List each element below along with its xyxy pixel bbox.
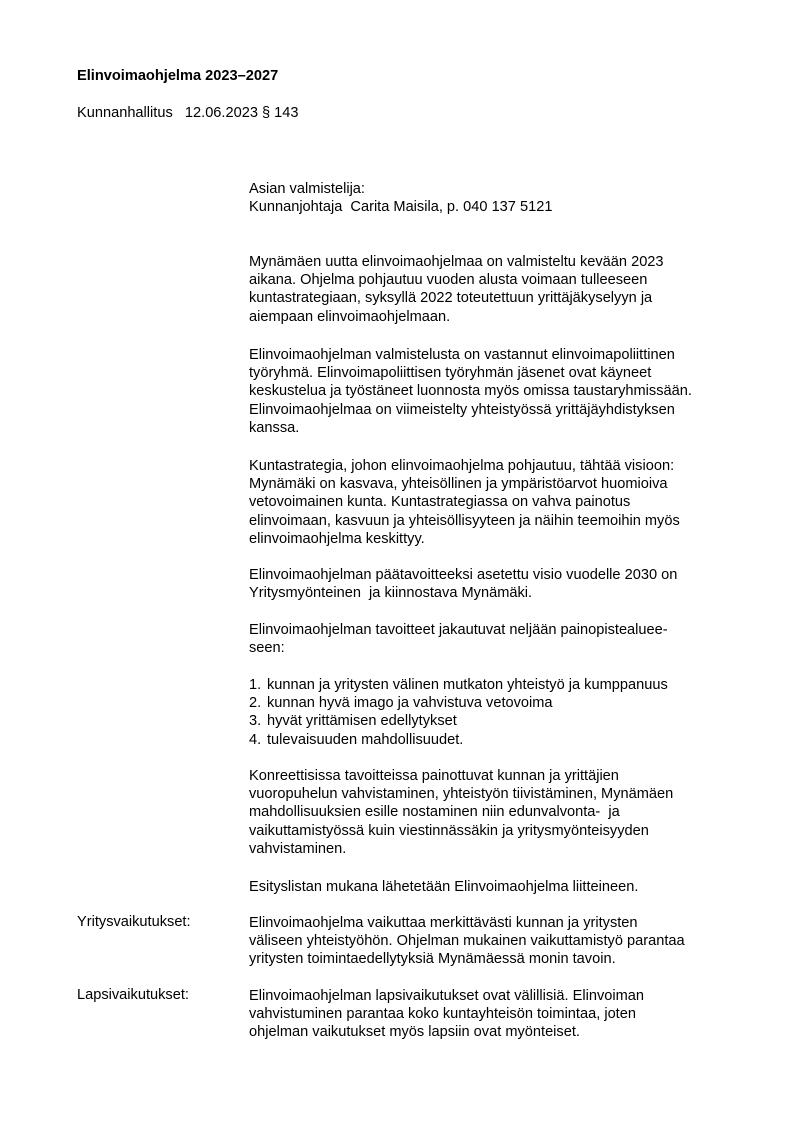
- text-line: vetovoimainen kunta. Kuntastrategiassa on vahva painotus: [249, 494, 631, 511]
- text-line: Mynämäki on kasvava, yhteisöllinen ja ympäristöarvot huomioiva: [249, 476, 668, 493]
- list-text: kunnan hyvä imago ja vahvistuva vetovoima: [267, 695, 553, 712]
- text-line: seen:: [249, 640, 285, 657]
- text-line: Elinvoimaohjelmaa on viimeistelty yhteistyössä yrittäjäyhdistyksen: [249, 401, 675, 418]
- text-line: työryhmä. Elinvoimapoliittisen työryhmän jäsenet ovat käyneet: [249, 365, 652, 382]
- text-line: Yritysmyönteinen ja kiinnostava Mynämäki.: [249, 585, 533, 602]
- list-number: 4.: [249, 731, 262, 748]
- preparer-block: [249, 180, 749, 216]
- text-line: elinvoimaohjelma keskittyy.: [249, 530, 425, 547]
- paragraph-4: [249, 566, 749, 602]
- document-title: Elinvoimaohjelma 2023–2027: [77, 68, 279, 84]
- text-line: Elinvoimaohjelman päätavoitteeksi asetettu visio vuodelle 2030 on: [249, 567, 678, 583]
- list-item: [249, 676, 749, 694]
- impact-text-children: [249, 987, 749, 1042]
- text-line: mahdollisuuksien esille nostaminen niin edunvalvonta- ja: [249, 804, 620, 821]
- text-line: vahvistuminen parantaa koko kuntayhteisön toimintaa, joten: [249, 1006, 636, 1023]
- text-line: aikana. Ohjelma pohjautuu vuoden alusta voimaan tulleeseen: [249, 272, 648, 289]
- list-text: tulevaisuuden mahdollisuudet.: [267, 731, 464, 748]
- text-line: kuntastrategiaan, syksyllä 2022 toteutettuun yrittäjäkyselyyn ja: [249, 290, 653, 307]
- impact-label-business: Yritysvaikutukset:: [77, 914, 191, 930]
- meeting-reference: Kunnanhallitus 12.06.2023 § 143: [77, 105, 299, 121]
- list-item: [249, 694, 749, 712]
- text-line: keskustelua ja työstäneet luonnosta myös omissa taustaryhmissään.: [249, 383, 692, 400]
- impact-text-business: [249, 914, 749, 969]
- text-line: Elinvoimaohjelman valmistelusta on vastannut elinvoimapoliittinen: [249, 347, 675, 363]
- text-line: väliseen yhteistyöhön. Ohjelman mukainen vaikuttamistyö parantaa: [249, 933, 685, 950]
- list-number: 2.: [249, 695, 262, 712]
- text-line: Kuntastrategia, johon elinvoimaohjelma pohjautuu, tähtää visioon:: [249, 458, 675, 474]
- text-line: Elinvoimaohjelma vaikuttaa merkittävästi kunnan ja yritysten: [249, 915, 638, 931]
- text-line: Mynämäen uutta elinvoimaohjelmaa on valmisteltu kevään 2023: [249, 254, 664, 270]
- list-text: kunnan ja yritysten välinen mutkaton yhteistyö ja kumppanuus: [267, 677, 668, 693]
- text-line: vaikuttamistyössä kuin viestinnässäkin ja yritysmyönteisyyden: [249, 822, 649, 839]
- paragraph-5: [249, 621, 749, 657]
- text-line: elinvoimaan, kasvuun ja yhteisöllisyyteen ja näihin teemoihin myös: [249, 512, 680, 529]
- text-line: kanssa.: [249, 419, 300, 436]
- impact-label-children: Lapsivaikutukset:: [77, 987, 189, 1003]
- text-line: Elinvoimaohjelman tavoitteet jakautuvat neljään painopistealuee-: [249, 622, 668, 638]
- priority-list: [249, 676, 749, 749]
- text-line: yritysten toimintaedellytyksiä Mynämäessä monin tavoin.: [249, 951, 616, 968]
- text-line: ohjelman vaikutukset myös lapsiin ovat myönteiset.: [249, 1024, 580, 1041]
- text-line: Elinvoimaohjelman lapsivaikutukset ovat välillisiä. Elinvoiman: [249, 988, 645, 1004]
- paragraph-1: [249, 253, 749, 326]
- text-line: vuoropuhelun vahvistaminen, yhteistyön tiivistäminen, Mynämäen: [249, 786, 674, 803]
- preparer-name: Kunnanjohtaja Carita Maisila, p. 040 137 5121: [249, 199, 553, 216]
- paragraph-2: [249, 346, 749, 437]
- list-item: [249, 731, 749, 749]
- text-line: aiempaan elinvoimaohjelmaan.: [249, 308, 451, 325]
- list-text: hyvät yrittämisen edellytykset: [267, 713, 457, 730]
- text-line: Esityslistan mukana lähetetään Elinvoimaohjelma liitteineen.: [249, 879, 639, 895]
- paragraph-6: [249, 767, 749, 858]
- paragraph-7: [249, 878, 749, 896]
- text-line: vahvistaminen.: [249, 840, 347, 857]
- list-number: 3.: [249, 713, 262, 730]
- list-item: [249, 712, 749, 730]
- paragraph-3: [249, 457, 749, 548]
- list-number: 1.: [249, 677, 262, 693]
- text-line: Konreettisissa tavoitteissa painottuvat kunnan ja yrittäjien: [249, 768, 619, 784]
- preparer-label: Asian valmistelija:: [249, 181, 365, 197]
